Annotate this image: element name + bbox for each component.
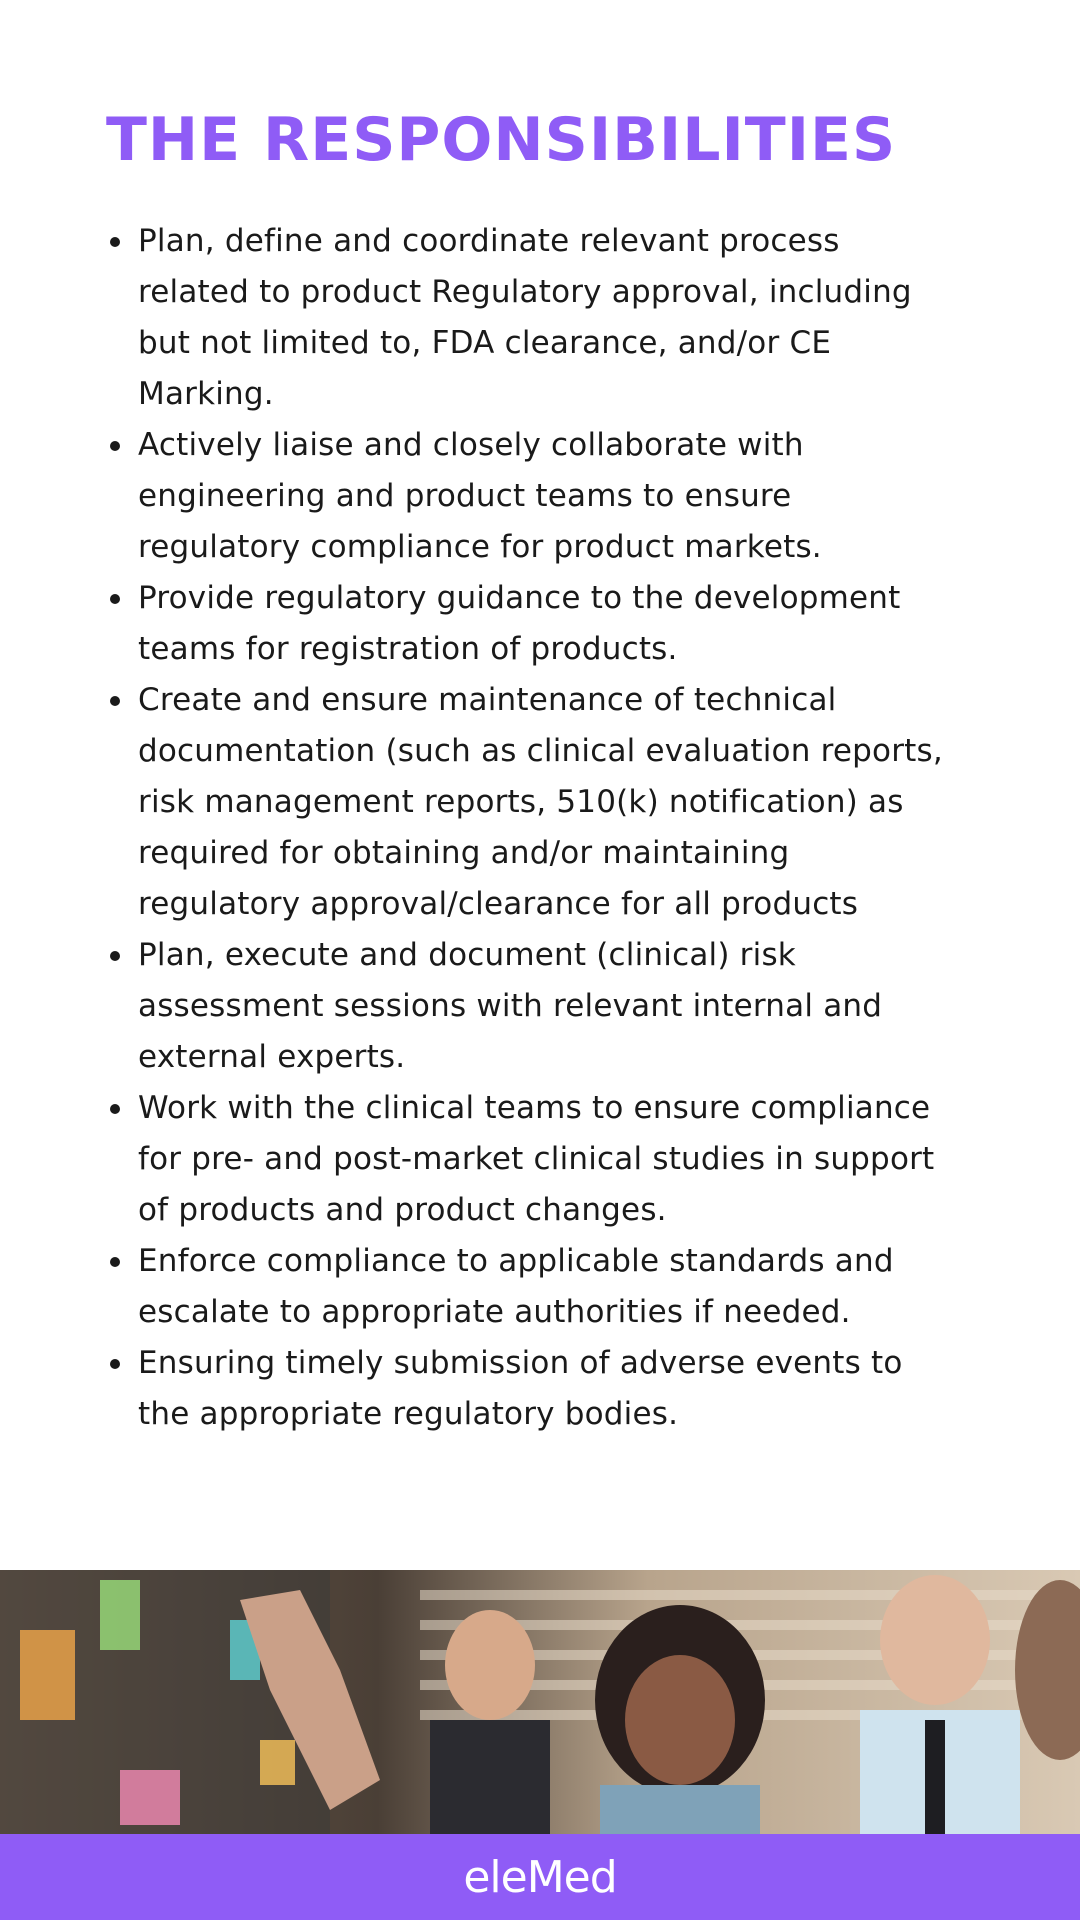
list-item: Ensuring timely submission of adverse events to the appropriate regulatory bodies. (138, 1338, 946, 1440)
list-item: Create and ensure maintenance of technical documentation (such as clinical evaluation reports, risk management reports, 510(k) notification) as required for obtaining and/or maintaining regulatory approval/clearance for all products (138, 675, 946, 930)
team-photo (0, 1570, 1080, 1835)
brand-logo: eleMed (463, 1851, 617, 1903)
page-title: THE RESPONSIBILITIES (106, 105, 897, 175)
list-item: Enforce compliance to applicable standards and escalate to appropriate authorities if needed. (138, 1236, 946, 1338)
list-item: Actively liaise and closely collaborate with engineering and product teams to ensure regulatory compliance for product markets. (138, 420, 946, 573)
footer-bar (0, 1834, 1080, 1920)
list-item: Plan, define and coordinate relevant process related to product Regulatory approval, including but not limited to, FDA clearance, and/or CE Marking. (138, 216, 946, 420)
list-item: Work with the clinical teams to ensure compliance for pre- and post-market clinical studies in support of products and product changes. (138, 1083, 946, 1236)
list-item: Plan, execute and document (clinical) risk assessment sessions with relevant internal and external experts. (138, 930, 946, 1083)
responsibilities-list (106, 216, 946, 1440)
list-item: Provide regulatory guidance to the development teams for registration of products. (138, 573, 946, 675)
